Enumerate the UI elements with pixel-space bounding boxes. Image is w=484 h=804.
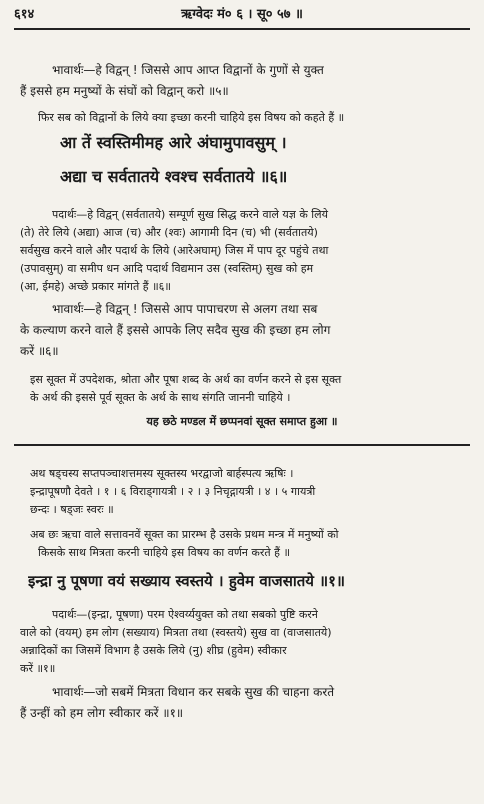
subject-line-1: अब छः ऋचा वाले सत्तावनवें सूक्त का प्रारम्भ है उसके प्रथम मन्त्र में मनुष्यों को (30, 528, 339, 541)
padartha-6-line-5: (आ, ईमहे) अच्छे प्रकार मांगते हैं ॥६॥ (20, 280, 171, 293)
padartha-6-line-1: पदार्थः—हे विद्वन् (सर्वतातये) सम्पूर्ण सुख सिद्ध करने वाले यज्ञ के लिये (52, 208, 328, 221)
running-title: ऋग्वेदः मं० ६ । सू० ५७ ॥ (181, 7, 303, 22)
page-number: ६१४ (14, 7, 35, 22)
padartha-6-line-2: (ते) तेरे लिये (अद्या) आज (च) और (श्वः) आगामी दिन (च) भी (सर्वतातये) (20, 226, 318, 239)
subject-line-2: किसके साथ मित्रता करनी चाहिये इस विषय का वर्णन करते हैं ॥ (38, 546, 291, 559)
sukta-57-intro-line-1: अथ षड्चस्य सप्तपञ्चाशत्तमस्य सूक्तस्य भरद्वाजो बार्हस्पत्य ऋषिः । (30, 467, 294, 480)
bhavartha-6-line-1: भावार्थः—हे विद्वन् ! जिससे आप पापाचरण से अलग तथा सब (52, 302, 318, 316)
padartha-1-line-1: पदार्थः—(इन्द्रा, पूषणा) परम ऐश्वर्य्ययुक्त को तथा सबको पुष्टि करने (52, 608, 318, 621)
padartha-6-line-3: सर्वसुख करने वाले और पदार्थ के लिये (आरेअघाम्) जिस में पाप दूर पहुंचे तथा (20, 244, 329, 257)
running-header (14, 4, 470, 28)
sukta-end-note: यह छठे मण्डल में छप्पनवां सूक्त समाप्त हुआ ॥ (146, 415, 338, 428)
intro-line: फिर सब को विद्वानों के लिये क्या इच्छा करनी चाहिये इस विषय को कहते हैं ॥ (38, 111, 345, 124)
sukta-57-intro-line-2: इन्द्रापूषणौ देवते । १ । ६ विराड्गायत्री । २ । ३ निचृद्गायत्री । ४ । ५ गायत्री (30, 485, 316, 498)
bhavartha-6-line-2: के कल्याण करने वाले हैं इससे आपके लिए सदैव सुख की इच्छा हम लोग (20, 323, 331, 337)
sukta-summary-line-2: के अर्थ की इससे पूर्व सूक्त के अर्थ के साथ संगति जाननी चाहिये । (30, 391, 291, 404)
padartha-1-line-3: अन्नादिकों का जिसमें विभाग है उसके लिये (नु) शीघ्र (हुवेम) स्वीकार (20, 644, 287, 657)
section-divider (14, 444, 470, 446)
bhavartha-5-line-1: भावार्थः—हे विद्वन् ! जिससे आप आप्त विद्वानों के गुणों से युक्त (52, 63, 324, 77)
sukta-57-intro-line-3: छन्दः । षड्जः स्वरः ॥ (30, 503, 114, 516)
header-rule (14, 28, 470, 30)
padartha-6-line-4: (उपावसुम्) वा समीप धन आदि पदार्थ विद्यमान उस (स्वस्तिम्) सुख को हम (20, 262, 314, 275)
bhavartha-5-line-2: हैं इससे हम मनुष्यों के संघों को विद्वान् करो ॥५॥ (20, 84, 229, 98)
padartha-1-line-2: वाले को (वयम्) हम लोग (सख्याय) मित्रता तथा (स्वस्तये) सुख वा (वाजसातये) (20, 626, 332, 639)
sukta-summary-line-1: इस सूक्त में उपदेशक, श्रोता और पूषा शब्द के अर्थ का वर्णन करने से इस सूक्त (30, 373, 342, 386)
bhavartha-1-line-2: हैं उन्हीं को हम लोग स्वीकार करें ॥१॥ (20, 706, 184, 720)
padartha-1-line-4: करें ॥१॥ (20, 662, 56, 675)
mantra-6-line-2: अद्या च सर्वतातये श्वश्च सर्वतातये ॥६॥ (60, 167, 288, 186)
bhavartha-6-line-3: करें ॥६॥ (20, 344, 59, 358)
mantra-1: इन्द्रा नु पूषणा वयं सख्याय स्वस्तये । हुवेम वाजसातये ॥१॥ (28, 572, 345, 590)
bhavartha-1-line-1: भावार्थः—जो सबमें मित्रता विधान कर सबके सुख की चाहना करते (52, 685, 335, 699)
mantra-6-line-1: आ तें स्वस्तिमीमह आरे अंघामुपावसुम् । (60, 133, 287, 152)
